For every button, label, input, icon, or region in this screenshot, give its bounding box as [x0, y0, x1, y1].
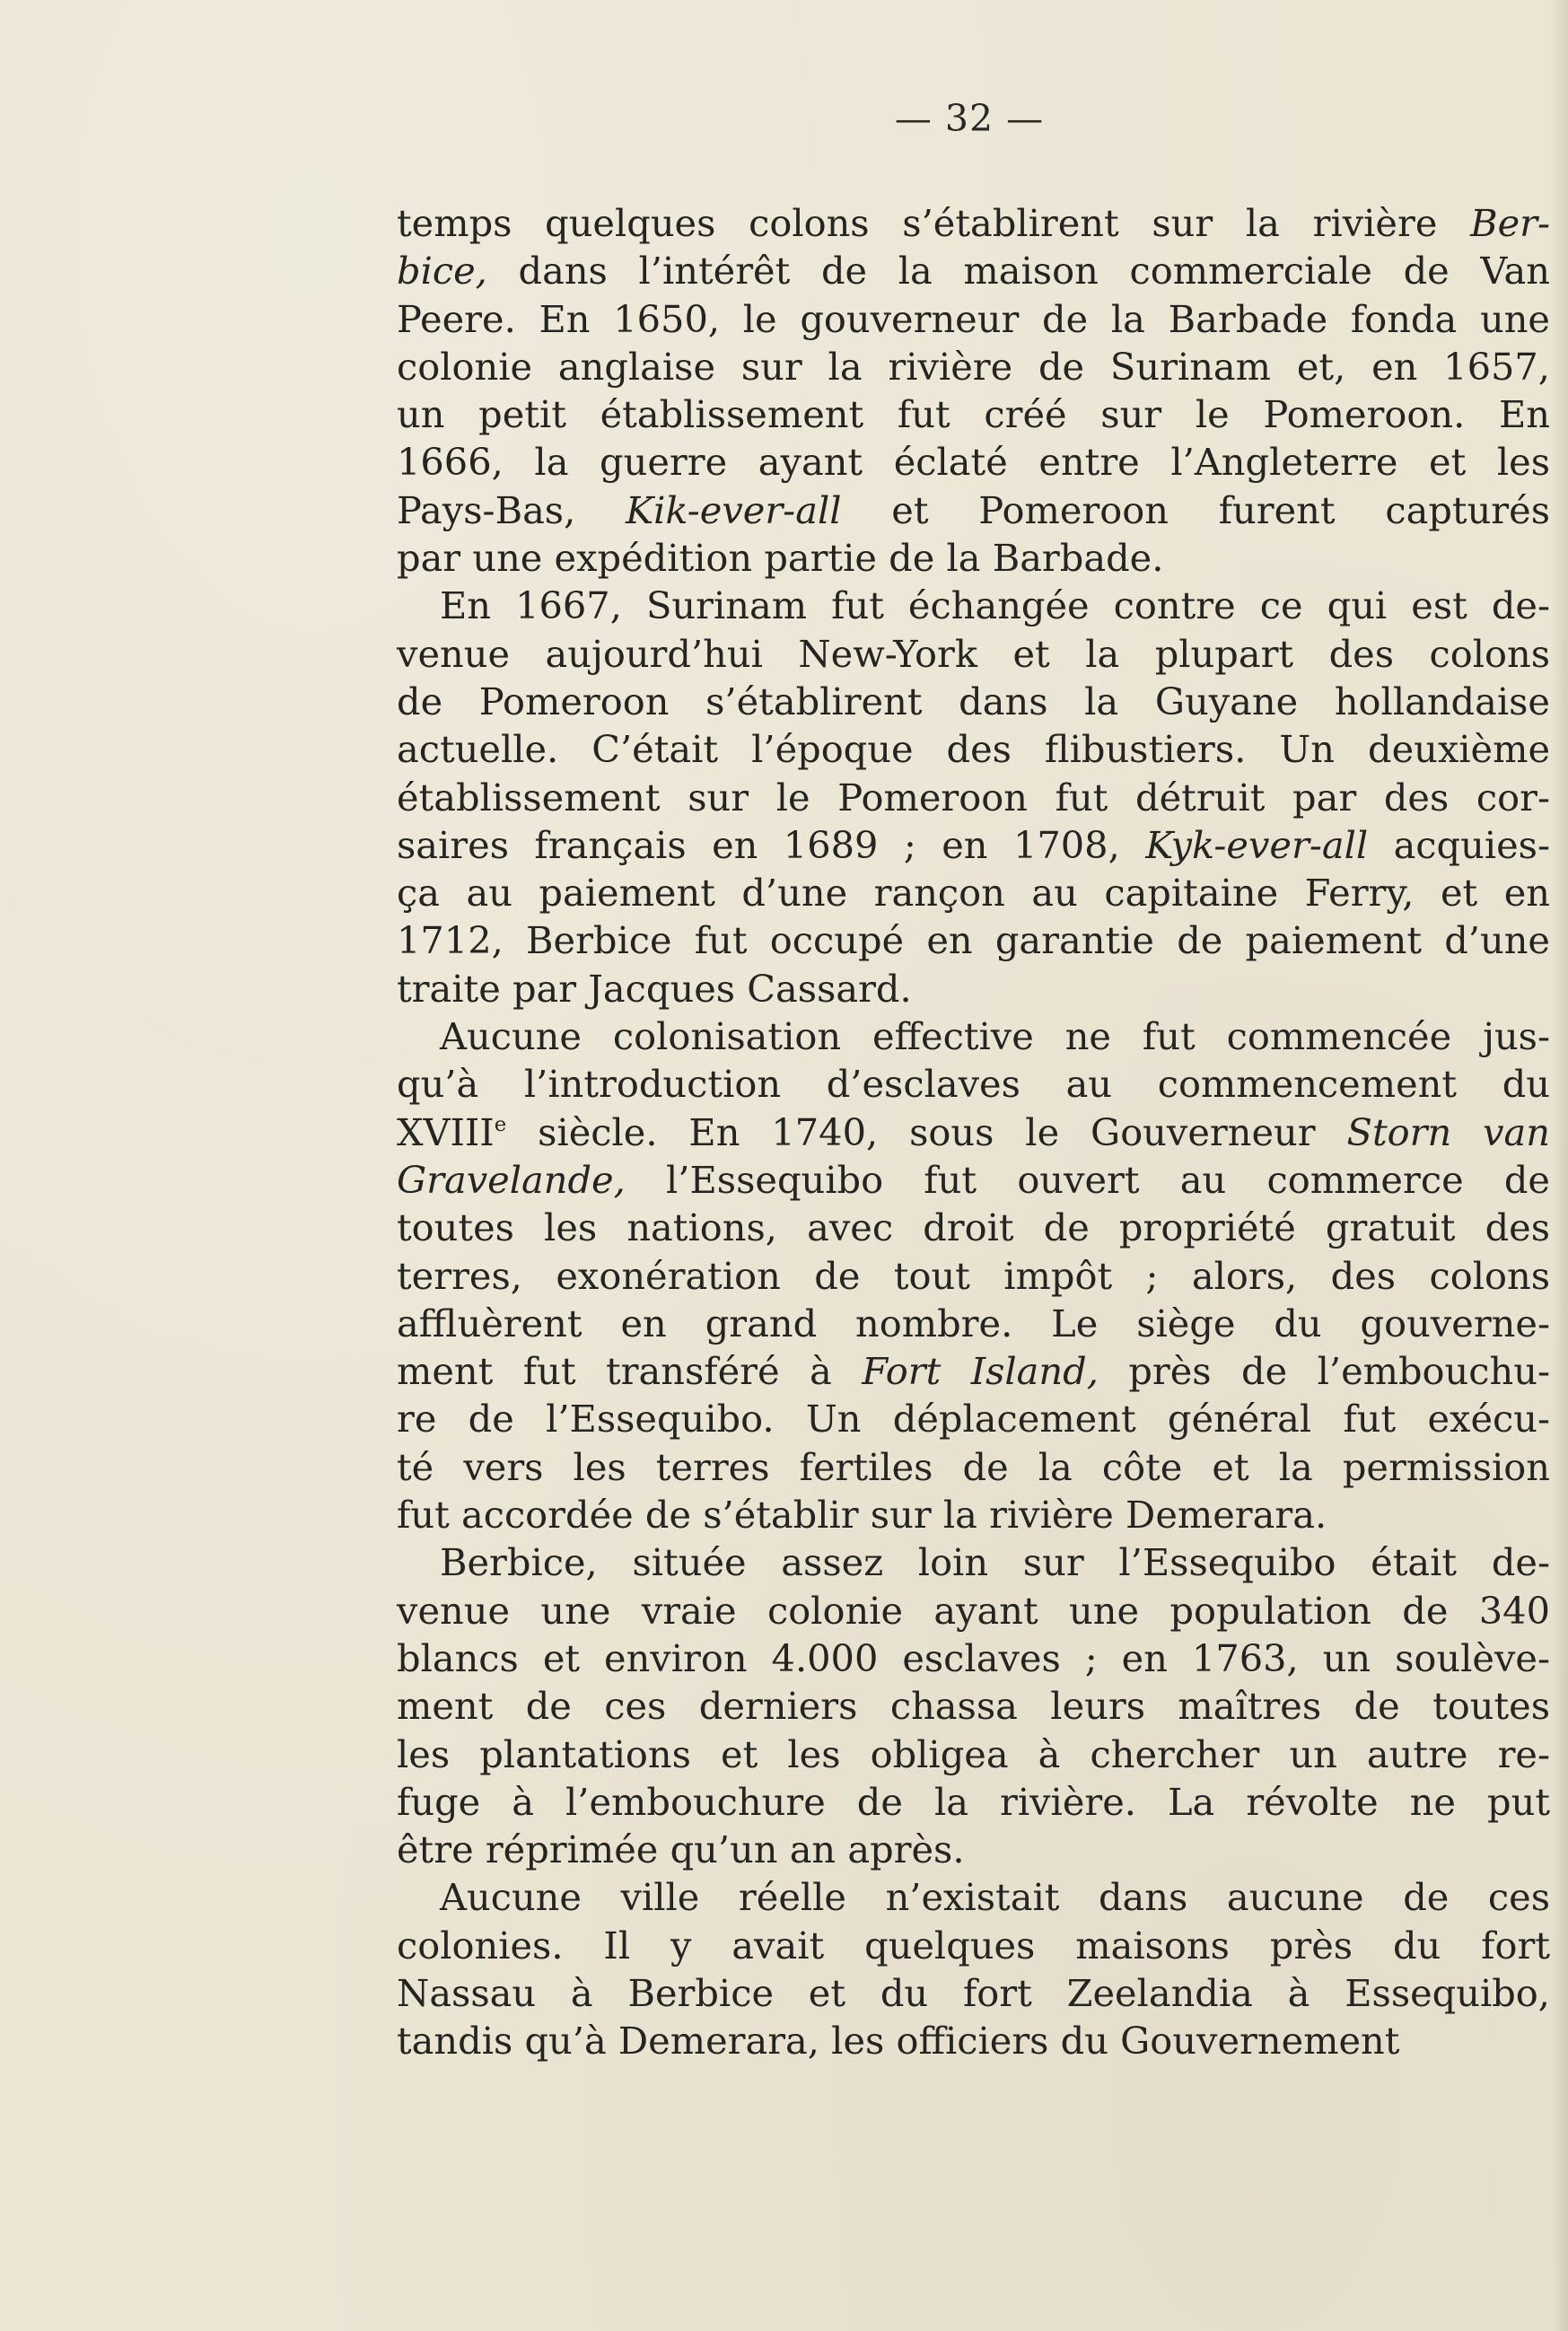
italic-text: Fort Island,: [862, 1349, 1099, 1394]
text-run: Aucune ville réelle n’existait dans aucune de ces: [440, 1875, 1550, 1920]
italic-text: Storn van: [1346, 1109, 1550, 1154]
text-line: [397, 1778, 1550, 1826]
text-run: établissement sur le Pomeroon fut détruit par des cor-: [397, 775, 1550, 819]
text-line: [397, 1347, 1550, 1395]
text-run: affluèrent en grand nombre. Le siège du gouverne-: [397, 1301, 1550, 1345]
text-line: [397, 247, 1550, 294]
text-line: [397, 1204, 1550, 1251]
text-line: [397, 343, 1550, 390]
text-run: les plantations et les obligea à chercher un autre re-: [397, 1731, 1550, 1776]
text-line: [397, 869, 1550, 916]
text-run: Aucune colonisation effective ne fut commencée jus-: [440, 1014, 1550, 1059]
page-edge-shadow: [1552, 0, 1568, 2331]
text-run: 1666, la guerre ayant éclaté entre l’Angleterre et les: [397, 440, 1550, 485]
text-line: [397, 1873, 1550, 1921]
text-run: un petit établissement fut créé sur le Pomeroon. En: [397, 392, 1550, 437]
text-run: être réprimée qu’un an après.: [397, 1827, 965, 1872]
text-line: [397, 1969, 1550, 2017]
text-run: re de l’Essequibo. Un déplacement général fut exécu-: [397, 1397, 1550, 1442]
italic-text: Kyk-ever-all: [1145, 822, 1369, 867]
text-line: [397, 1587, 1550, 1634]
text-line: [397, 390, 1550, 438]
text-line: [397, 1109, 1550, 1156]
text-run: colonie anglaise sur la rivière de Surinam et, en 1657,: [397, 344, 1550, 389]
paragraph: [397, 1538, 1550, 1873]
text-line: [397, 774, 1550, 821]
text-run: En 1667, Surinam fut échangée contre ce qui est de-: [440, 583, 1550, 628]
text-line: [397, 1060, 1550, 1108]
italic-text: bice,: [397, 249, 487, 294]
text-run: l’Essequibo fut ouvert au commerce de: [625, 1157, 1550, 1202]
text-run: Peere. En 1650, le gouverneur de la Barbade fonda une: [397, 296, 1550, 341]
text-line: [397, 916, 1550, 964]
text-run: venue aujourd’hui New-York et la plupart des colons: [397, 631, 1550, 676]
text-run: Pays-Bas,: [397, 487, 626, 532]
text-line: [397, 1012, 1550, 1060]
text-line: [397, 630, 1550, 678]
text-run: colonies. Il y avait quelques maisons près du fort: [397, 1923, 1550, 1967]
text-run: toutes les nations, avec droit de propriété gratuit des: [397, 1205, 1550, 1250]
text-run: de Pomeroon s’établirent dans la Guyane hollandaise: [397, 679, 1550, 723]
text-line: [397, 965, 1550, 1012]
text-run: dans l’intérêt de la maison commerciale de Van: [486, 249, 1550, 294]
text-run: venue une vraie colonie ayant une population de 340: [397, 1588, 1550, 1633]
text-run: ment fut transféré à: [397, 1349, 863, 1394]
italic-text: Gravelande,: [397, 1157, 626, 1202]
text-run: temps quelques colons s’établirent sur la rivière: [397, 201, 1471, 245]
text-run: traite par Jacques Cassard.: [397, 966, 912, 1011]
text-run: terres, exonération de tout impôt ; alors, des colons: [397, 1253, 1550, 1298]
paragraph: [397, 1873, 1550, 2064]
text-run: ça au paiement d’une rançon au capitaine Ferry, et en: [397, 871, 1550, 916]
text-run: Berbice, située assez loin sur l’Essequibo était de-: [440, 1540, 1550, 1585]
italic-text: Kik-ever-all: [626, 487, 842, 532]
text-line: [397, 1156, 1550, 1204]
text-run: saires français en 1689 ; en 1708,: [397, 822, 1146, 867]
text-run: tandis qu’à Demerara, les officiers du Gouvernement: [397, 2019, 1400, 2064]
text-line: [397, 534, 1550, 582]
paragraph: [397, 582, 1550, 1012]
text-line: [397, 1634, 1550, 1682]
text-line: [397, 1443, 1550, 1491]
text-run: blancs et environ 4.000 esclaves ; en 1763, un soulève-: [397, 1635, 1550, 1680]
text-run: siècle. En 1740, sous le Gouverneur: [506, 1109, 1347, 1154]
text-line: [397, 295, 1550, 343]
text-line: [397, 199, 1550, 247]
superscript: e: [494, 1112, 507, 1136]
text-line: [397, 1395, 1550, 1442]
text-run: et Pomeroon furent capturés: [841, 487, 1550, 532]
text-line: [397, 1682, 1550, 1730]
text-line: [397, 1731, 1550, 1778]
text-line: [397, 678, 1550, 725]
text-line: [397, 725, 1550, 773]
text-run: près de l’embouchu-: [1098, 1349, 1550, 1394]
text-run: 1712, Berbice fut occupé en garantie de paiement d’une: [397, 918, 1550, 963]
text-line: [397, 438, 1550, 486]
text-line: [397, 821, 1550, 869]
text-line: [397, 582, 1550, 629]
text-line: [397, 486, 1550, 534]
paragraph: [397, 1012, 1550, 1538]
text-run: ment de ces derniers chassa leurs maîtres de toutes: [397, 1684, 1550, 1729]
paragraph: [397, 199, 1550, 582]
text-run: Nassau à Berbice et du fort Zeelandia à Essequibo,: [397, 1970, 1550, 2015]
text-run: fut accordée de s’établir sur la rivière Demerara.: [397, 1493, 1327, 1538]
text-run: XVIII: [397, 1109, 495, 1154]
text-line: [397, 1300, 1550, 1347]
italic-text: Ber-: [1470, 201, 1550, 245]
text-line: [397, 1538, 1550, 1586]
text-run: fuge à l’embouchure de la rivière. La révolte ne put: [397, 1779, 1550, 1824]
text-run: té vers les terres fertiles de la côte et la permission: [397, 1444, 1550, 1489]
text-line: [397, 2017, 1550, 2064]
text-line: [397, 1922, 1550, 1969]
text-run: acquies-: [1368, 822, 1550, 867]
text-run: par une expédition partie de la Barbade.: [397, 536, 1164, 581]
body-text: [397, 199, 1550, 2065]
text-run: qu’à l’introduction d’esclaves au commencement du: [397, 1062, 1550, 1107]
text-line: [397, 1491, 1550, 1538]
page-number: — 32 —: [894, 97, 1045, 140]
text-run: actuelle. C’était l’époque des flibustiers. Un deuxième: [397, 727, 1550, 772]
text-line: [397, 1826, 1550, 1873]
text-line: [397, 1252, 1550, 1300]
